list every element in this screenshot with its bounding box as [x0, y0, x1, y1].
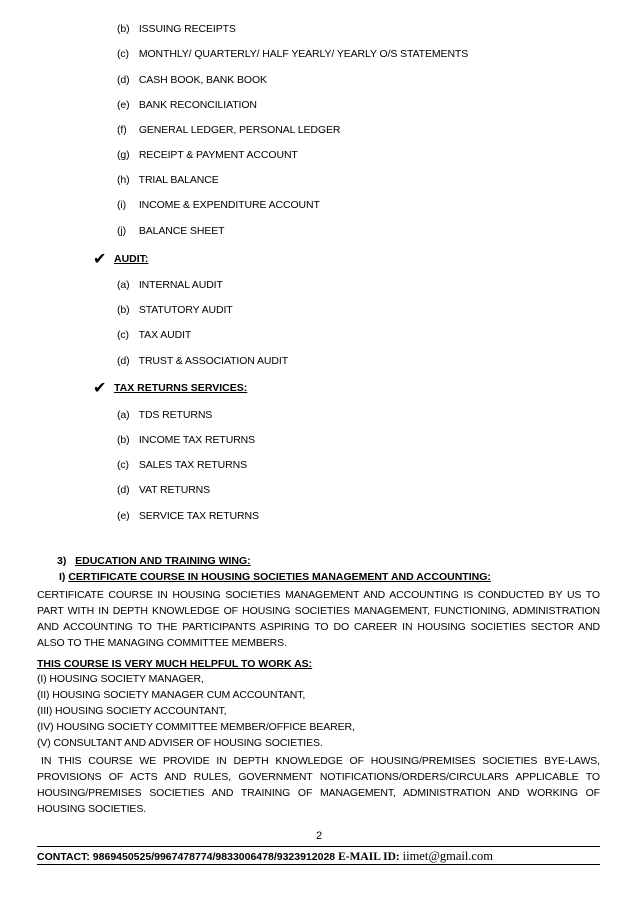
item-text: SALES TAX RETURNS [138, 459, 248, 471]
item-text: CASH BOOK, BANK BOOK [138, 74, 267, 86]
item-number: (a) [117, 409, 130, 421]
list-item [117, 23, 236, 35]
item-number: (b) [117, 23, 130, 35]
item-text: TAX AUDIT [138, 329, 192, 341]
list-item [117, 459, 247, 471]
checkmark-icon: ✔ [93, 380, 107, 397]
list-item [117, 174, 219, 186]
footer-top-rule [37, 846, 600, 847]
item-text: INCOME & EXPENDITURE ACCOUNT [138, 199, 320, 211]
item-number: (d) [117, 74, 130, 86]
tax-heading-text: TAX RETURNS SERVICES: [114, 382, 248, 394]
section-title: EDUCATION AND TRAINING WING: [75, 555, 251, 567]
item-text: TRIAL BALANCE [138, 174, 219, 186]
item-number: (a) [117, 279, 130, 291]
list-item [117, 225, 224, 237]
item-text: BALANCE SHEET [138, 225, 225, 237]
subsection-number: I) [59, 571, 66, 583]
item-text: VAT RETURNS [138, 484, 211, 496]
role-item: (II) HOUSING SOCIETY MANAGER CUM ACCOUNTANT, [37, 689, 306, 701]
email-label: E-MAIL ID: [338, 851, 400, 863]
list-item [117, 304, 233, 316]
audit-heading-text: AUDIT: [114, 253, 149, 265]
item-number: (d) [117, 355, 130, 367]
item-text: INCOME TAX RETURNS [138, 434, 256, 446]
section-heading [57, 555, 251, 567]
item-number: (h) [117, 174, 130, 186]
footer-contact [37, 849, 493, 864]
item-number: (b) [117, 434, 130, 446]
item-text: MONTHLY/ QUARTERLY/ HALF YEARLY/ YEARLY O/S STATEMENTS [138, 48, 469, 60]
list-item [117, 149, 298, 161]
list-item [117, 279, 223, 291]
list-item [117, 48, 468, 60]
list-item [117, 409, 212, 421]
list-item [117, 74, 267, 86]
item-number: (f) [117, 124, 127, 136]
audit-heading [93, 249, 148, 269]
item-text: SERVICE TAX RETURNS [138, 510, 259, 522]
item-text: BANK RECONCILIATION [138, 99, 257, 111]
list-item [117, 124, 340, 136]
item-number: (b) [117, 304, 130, 316]
item-text: RECEIPT & PAYMENT ACCOUNT [138, 149, 298, 161]
item-number: (e) [117, 99, 130, 111]
item-number: (c) [117, 459, 129, 471]
list-item [117, 99, 257, 111]
item-text: ISSUING RECEIPTS [138, 23, 236, 35]
role-item: (I) HOUSING SOCIETY MANAGER, [37, 673, 204, 685]
role-item: (III) HOUSING SOCIETY ACCOUNTANT, [37, 705, 227, 717]
closing-paragraph: IN THIS COURSE WE PROVIDE IN DEPTH KNOWLEDGE OF HOUSING/PREMISES SOCIETIES BYE-LAWS, PROVISIONS OF ACTS AND RULES, GOVERNMENT NOTIFICATIONS/ORDERS/CIRCULARS APPLICABLE TO HOUSING/PREMISES SOCIETIES AND TRAINING OF MANAGEMENT, ADMINISTRATION AND WORKING OF HOUSING SOCIETIES. [37, 755, 600, 815]
item-number: (i) [117, 199, 127, 211]
page-number: 2 [315, 830, 323, 842]
item-text: INTERNAL AUDIT [138, 279, 223, 291]
list-item [117, 484, 210, 496]
section-number: 3) [57, 555, 67, 567]
list-item [117, 434, 255, 446]
contact-text: CONTACT: 9869450525/9967478774/9833006478/9323912028 [37, 851, 336, 863]
role-item: (V) CONSULTANT AND ADVISER OF HOUSING SOCIETIES. [37, 737, 323, 749]
item-number: (c) [117, 329, 129, 341]
item-text: STATUTORY AUDIT [138, 304, 233, 316]
list-item [117, 329, 191, 341]
item-number: (g) [117, 149, 130, 161]
helpful-heading [37, 658, 312, 670]
subsection-heading [59, 571, 491, 583]
list-item [117, 510, 259, 522]
item-number: (d) [117, 484, 130, 496]
list-item [117, 355, 288, 367]
role-item: (IV) HOUSING SOCIETY COMMITTEE MEMBER/OFFICE BEARER, [37, 721, 355, 733]
item-text: TRUST & ASSOCIATION AUDIT [138, 355, 289, 367]
checkmark-icon: ✔ [93, 251, 107, 268]
item-number: (j) [117, 225, 127, 237]
item-text: GENERAL LEDGER, PERSONAL LEDGER [138, 124, 341, 136]
item-text: TDS RETURNS [138, 409, 213, 421]
list-item [117, 199, 320, 211]
item-number: (e) [117, 510, 130, 522]
intro-paragraph: CERTIFICATE COURSE IN HOUSING SOCIETIES MANAGEMENT AND ACCOUNTING IS CONDUCTED BY US TO PART WITH IN DEPTH KNOWLEDGE OF HOUSING SOCIETIES MANAGEMENT, FUNCTIONING, ADMINISTRATION AND ACCOUNTING TO THE PARTICIPANTS ASPIRING TO DO CAREER IN HOUSING SOCIETIES SECTOR AND ALSO TO THE MANAGING COMMITTEE MEMBERS. [37, 589, 600, 649]
email-address: iimet@gmail.com [402, 849, 493, 863]
helpful-heading-text: THIS COURSE IS VERY MUCH HELPFUL TO WORK AS: [37, 658, 313, 670]
tax-heading [93, 378, 247, 398]
subsection-title: CERTIFICATE COURSE IN HOUSING SOCIETIES MANAGEMENT AND ACCOUNTING: [68, 571, 491, 583]
item-number: (c) [117, 48, 129, 60]
footer-bottom-rule [37, 864, 600, 865]
